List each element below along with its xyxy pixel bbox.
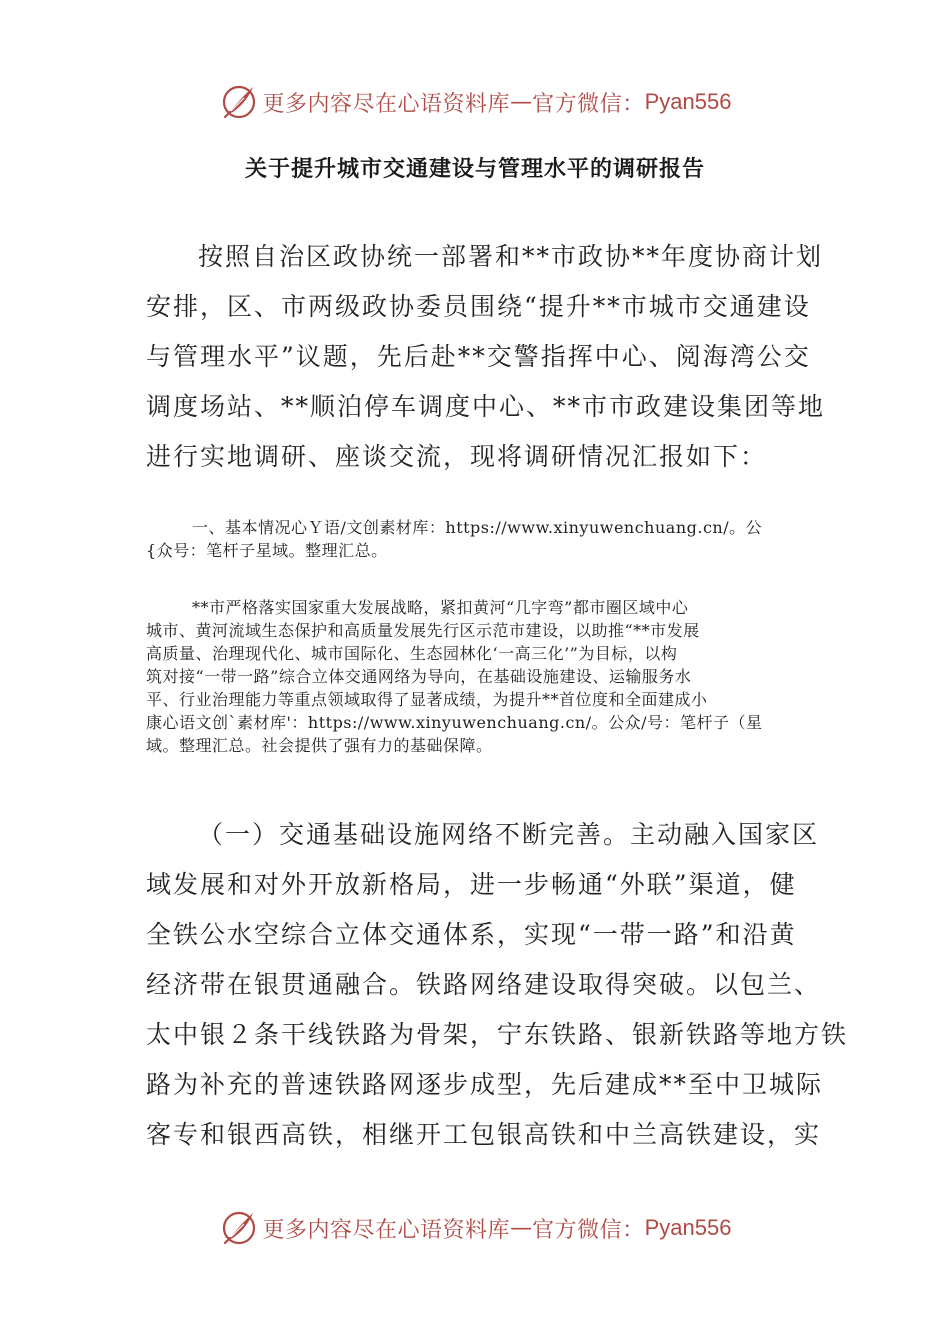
quill-logo-icon: [219, 1208, 259, 1248]
header-banner: [0, 80, 950, 124]
section-heading-paragraph: [146, 516, 808, 562]
basic-situation-paragraph: [146, 596, 808, 757]
text-line: （一）交通基础设施网络不断完善。主动融入国家区: [198, 820, 820, 849]
text-line: 进行实地调研、座谈交流，现将调研情况汇报如下：: [146, 442, 768, 471]
banner-wechat-id: Pyan556: [644, 1215, 732, 1240]
text-line: 全铁公水空综合立体交通体系，实现“一带一路”和沿黄: [146, 920, 797, 949]
banner-wechat-label: 官方微信：: [532, 1217, 645, 1243]
text-line: 客专和银西高铁，相继开工包银高铁和中兰高铁建设，实: [146, 1120, 822, 1149]
text-line: 调度场站、**顺泊停车调度中心、**市市政建设集团等地: [146, 392, 826, 421]
text-line: 高质量、治理现代化、城市国际化、生态园林化‘一高三化’”为目标，以构: [146, 644, 678, 663]
document-title: 关于提升城市交通建设与管理水平的调研报告: [244, 157, 705, 182]
text-line: 城市、黄河流域生态保护和高质量发展先行区示范市建设，以助推“**市发展: [146, 621, 700, 640]
banner-separator: —: [510, 1215, 533, 1241]
text-line: {众号：笔杆子星域。整理汇总。: [146, 541, 388, 560]
quill-logo-icon: [219, 82, 259, 122]
text-line: 与管理水平”议题，先后赴**交警指挥中心、阅海湾公交: [146, 342, 811, 371]
text-line: **市严格落实国家重大发展战略，紧扣黄河“几字弯”都市圈区域中心: [192, 598, 689, 617]
intro-paragraph: [146, 232, 826, 482]
banner-wechat-id: Pyan556: [644, 89, 732, 114]
text-line: 康心语文创`素材库'：https://www.xinyuwenchuang.cn/。公众/号：笔杆子（星: [146, 713, 763, 732]
text-line: 按照自治区政协统一部署和**市政协**年度协商计划: [198, 242, 824, 271]
banner-wechat-label: 官方微信：: [532, 91, 645, 117]
text-line: 一、基本情况心Ｙ语/文创素材库：https://www.xinyuwenchuang.cn/。公: [192, 518, 763, 537]
text-line: 太中银２条干线铁路为骨架，宁东铁路、银新铁路等地方铁: [146, 1020, 849, 1049]
text-line: 平、行业治理能力等重点领域取得了显著成绩，为提升**首位度和全面建成小: [146, 690, 708, 709]
banner-text: 更多内容尽在心语资料库: [262, 1217, 511, 1243]
banner-separator: —: [510, 89, 533, 115]
text-line: 筑对接“一带一路”综合立体交通网络为导向，在基础设施建设、运输服务水: [146, 667, 692, 686]
infrastructure-paragraph: [146, 810, 849, 1160]
footer-banner: [0, 1206, 950, 1250]
text-line: 域发展和对外开放新格局，进一步畅通“外联”渠道，健: [146, 870, 797, 899]
text-line: 经济带在银贯通融合。铁路网络建设取得突破。以包兰、: [146, 970, 822, 999]
text-line: 域。整理汇总。社会提供了强有力的基础保障。: [146, 736, 493, 755]
banner-text: 更多内容尽在心语资料库: [262, 91, 511, 117]
text-line: 路为补充的普速铁路网逐步成型，先后建成**至中卫城际: [146, 1070, 824, 1099]
text-line: 安排，区、市两级政协委员围绕“提升**市城市交通建设: [146, 292, 811, 321]
